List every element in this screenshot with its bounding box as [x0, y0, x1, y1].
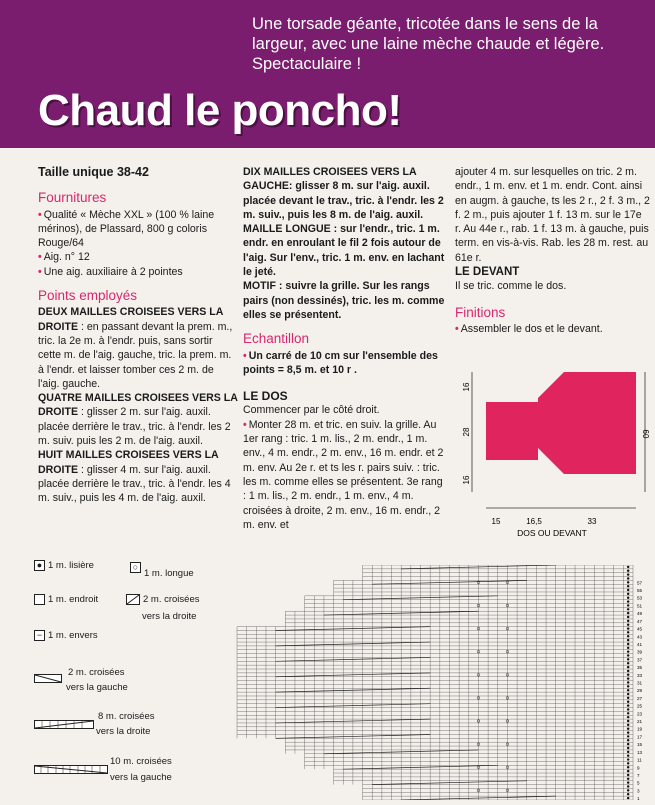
row-label: 39: [637, 649, 643, 655]
lisiere-stitch: [627, 647, 629, 649]
row-label: 11: [637, 757, 642, 763]
legend-label: vers la droite: [96, 726, 151, 737]
size-heading: Taille unique 38-42: [38, 165, 149, 179]
lisiere-stitch: [627, 747, 629, 749]
row-label: 29: [637, 688, 643, 694]
lisiere-stitch: [627, 643, 629, 645]
row-label: 7: [637, 772, 640, 778]
lisiere-stitch: [627, 631, 629, 633]
lisiere-stitch: [627, 612, 629, 614]
lisiere-stitch: [627, 654, 629, 656]
grid-cells: [237, 565, 633, 800]
lisiere-stitch: [627, 754, 629, 756]
legend-croisees-2-droite: [126, 594, 200, 605]
dim-bottom-3: 33: [587, 517, 597, 526]
poncho-schematic: [460, 362, 650, 540]
lisiere-stitch: [627, 674, 629, 676]
legend-label: 1 m. longue: [144, 568, 194, 579]
legend-label: vers la gauche: [110, 772, 172, 783]
lisiere-stitch: [627, 677, 629, 679]
dim-left-top: 16: [462, 382, 471, 392]
lisiere-stitch: [627, 658, 629, 660]
point-title: DIX MAILLES CROISEES VERS LA GAUCHE: [243, 166, 417, 193]
devant-text: Il se tric. comme le dos.: [455, 280, 567, 293]
fourniture-item: • Une aig. auxiliaire à 2 pointes: [38, 265, 238, 279]
lisiere-stitch: [627, 608, 629, 610]
dos-text: • Monter 28 m. et tric. en suiv. la grille. Au 1er rang : tric. 1 m. lis., 2 m. endr., 1 m. env., 4 m. endr., 2 m. env., 16 m. endr. et 2 m. env. Au 2e r. et ts les r. pairs suiv. : tric. les m. comme elles se présentent. 3e rang : 1 m. lis., 2 m. endr., 1 m. env., 4 m. croisées à droite, 2 m. env., 16 m. endr., 2 m. env. et: [243, 418, 448, 532]
point-dix-mailles: [243, 165, 448, 222]
legend-label: vers la droite: [142, 611, 197, 622]
lisiere-stitch: [627, 623, 629, 625]
row-label: 53: [637, 595, 643, 601]
row-label: 1: [637, 796, 640, 800]
lisiere-stitch: [627, 670, 629, 672]
fournitures-heading: Fournitures: [38, 190, 107, 206]
legend-longue: [130, 562, 194, 579]
lisiere-stitch: [627, 751, 629, 753]
echantillon-text: • Un carré de 10 cm sur l'ensemble des points = 8,5 m. et 10 r .: [243, 349, 448, 378]
point-text: : suivre la grille. Sur les rangs pairs (non dessinés), tric. les m. comme elles se présentent.: [243, 280, 445, 321]
lisiere-stitch: [627, 581, 629, 583]
point-quatre-mailles: [38, 391, 238, 448]
cross-left-2-icon: [34, 674, 62, 683]
finitions-heading: Finitions: [455, 304, 506, 320]
row-label: 43: [637, 634, 643, 640]
header-banner: [0, 0, 655, 148]
longue-symbol-icon: ○: [130, 562, 141, 573]
lisiere-stitch: [627, 662, 629, 664]
lisiere-stitch: [627, 577, 629, 579]
endroit-symbol-icon: [34, 594, 45, 605]
lisiere-stitch: [627, 685, 629, 687]
row-label: 25: [637, 703, 643, 709]
row-label: 9: [637, 765, 640, 771]
lisiere-stitch: [627, 573, 629, 575]
lisiere-stitch: [627, 712, 629, 714]
lisiere-stitch: [627, 600, 629, 602]
lisiere-stitch: [627, 597, 629, 599]
subtitle: Une torsade géante, tricotée dans le sens de la largeur, avec une laine mèche chaude et légère. Spectaculaire !: [252, 15, 605, 73]
legend-lisiere: [34, 560, 94, 571]
point-deux-mailles: [38, 305, 238, 391]
dos-continued: ajouter 4 m. sur lesquelles on tric. 2 m. endr., 1 m. env. et 1 m. endr. Cont. ainsi en augm. à gauche, ts les 2 r., 2 f. 3 m., 2 f. 2 m., puis ajouter 1 f. 13 m. sur le 17e r. Au 44e r., rab. 1 f. 13 m. à gauche, puis term. en vis-à-vis. Rab. les 28 m. rest. au 61e r.: [455, 166, 650, 264]
lisiere-stitch: [627, 758, 629, 760]
lisiere-stitch: [627, 724, 629, 726]
row-label: 19: [637, 726, 643, 732]
column-3: [455, 165, 650, 336]
lisiere-stitch: [627, 693, 629, 695]
lisiere-stitch: [627, 666, 629, 668]
row-label: 15: [637, 742, 643, 748]
point-text: : sur l'endr., tric. 1 m. endr. en enroulant le fil 2 fois autour de l'aig. Sur l'env., tric. 1 m. env. en lachant le jeté.: [243, 223, 445, 279]
knitting-chart: [235, 565, 655, 800]
row-label: 27: [637, 695, 643, 701]
row-label: 23: [637, 711, 643, 717]
lisiere-stitch: [627, 570, 629, 572]
grid-lines: [237, 565, 633, 800]
point-text: : glisser 4 m. sur l'aig. auxil. placée derrière le trav., tric. à l'endr. les 4 m. suiv., puis les 4 m. de l'aig. auxil.: [38, 463, 231, 505]
row-label: 57: [637, 580, 643, 586]
row-label: 17: [637, 734, 643, 740]
row-label: 5: [637, 780, 640, 786]
legend-envers: [34, 630, 98, 641]
lisiere-stitch: [627, 620, 629, 622]
row-label: 35: [637, 665, 643, 671]
column-1: [38, 165, 238, 506]
lisiere-stitch: [627, 716, 629, 718]
lisiere-stitch: [627, 727, 629, 729]
lisiere-stitch: [627, 731, 629, 733]
dim-right: 60: [641, 429, 650, 439]
lisiere-stitch: [627, 781, 629, 783]
legend-endroit: [34, 594, 98, 605]
lisiere-stitch: [627, 701, 629, 703]
devant-heading: LE DEVANT: [455, 266, 520, 279]
row-label: 37: [637, 657, 643, 663]
point-huit-mailles: [38, 448, 238, 505]
legend-label: 2 m. croisées: [143, 594, 200, 605]
lisiere-stitch: [627, 720, 629, 722]
lisiere-stitch: [627, 697, 629, 699]
row-label: 49: [637, 611, 643, 617]
row-label: 31: [637, 680, 643, 686]
lisiere-stitch: [627, 704, 629, 706]
dos-intro: Commencer par le côté droit.: [243, 404, 380, 417]
lisiere-stitch: [627, 778, 629, 780]
dim-bottom-2: 16,5: [526, 517, 542, 526]
lisiere-stitch: [627, 708, 629, 710]
lisiere-stitch: [627, 762, 629, 764]
point-text: : en passant devant la prem. m., tric. la 2e m. à l'endr. puis, sans sortir cette m. de l'aig. gauche, tric. la prem. m. à l'endr. et laisser tomber ces 2 m. de l'aig. gauche.: [38, 320, 233, 390]
lisiere-stitch: [627, 793, 629, 795]
lisiere-stitch: [627, 593, 629, 595]
lisiere-stitch: [627, 735, 629, 737]
lisiere-stitch: [627, 774, 629, 776]
lisiere-stitch: [627, 766, 629, 768]
lisiere-stitch: [627, 789, 629, 791]
cross-right-8-icon: [34, 720, 94, 729]
lisiere-stitch: [627, 635, 629, 637]
page-title: Chaud le poncho!: [38, 86, 402, 135]
lisiere-stitch: [627, 797, 629, 799]
column-2: [243, 165, 448, 532]
legend-label: 10 m. croisées: [110, 756, 172, 767]
lisiere-stitch: [627, 566, 629, 568]
cross-right-icon: [126, 594, 140, 605]
legend-label: 1 m. envers: [48, 630, 98, 641]
row-label: 45: [637, 626, 643, 632]
legend-label: 1 m. lisière: [48, 560, 94, 571]
fourniture-item: • Qualité « Mèche XXL » (100 % laine mérinos), de Plassard, 800 g coloris Rouge/64: [38, 208, 238, 251]
schematic-caption: DOS OU DEVANT: [517, 528, 587, 538]
lisiere-stitch: [627, 639, 629, 641]
point-title: DEUX MAILLES CROISEES VERS LA DROITE: [38, 306, 224, 333]
envers-symbol-icon: −: [34, 630, 45, 641]
point-maille-longue: [243, 222, 448, 279]
dim-bottom-1: 15: [491, 517, 501, 526]
row-label: 33: [637, 672, 643, 678]
chart-legend: [30, 560, 230, 800]
echantillon-heading: Echantillon: [243, 331, 310, 347]
lisiere-stitch: [627, 627, 629, 629]
dim-left-mid: 28: [462, 427, 471, 437]
point-text: : glisser 8 m. sur l'aig. auxil. placée devant le trav., tric. à l'endr. les 2 m. suiv., puis les 8 m. de l'aig. auxil.: [243, 180, 444, 221]
lisiere-stitch: [627, 681, 629, 683]
cross-left-10-icon: [34, 765, 108, 774]
legend-label: 8 m. croisées: [98, 711, 155, 722]
row-label: 47: [637, 618, 643, 624]
row-label: 13: [637, 749, 643, 755]
lisiere-stitch: [627, 585, 629, 587]
point-text: : glisser 2 m. sur l'aig. auxil. placée derrière le trav., tric. à l'endr. les 2 m. suiv. puis les 2 m. de l'aig. auxil.: [38, 406, 231, 448]
fourniture-item: • Aig. n° 12: [38, 250, 238, 264]
legend-label: vers la gauche: [66, 682, 128, 693]
finitions-text: • Assembler le dos et le devant.: [455, 322, 650, 336]
dos-heading: LE DOS: [243, 389, 288, 404]
row-label: 41: [637, 641, 643, 647]
lisiere-stitch: [627, 616, 629, 618]
point-title: MAILLE LONGUE: [243, 223, 331, 236]
row-label: 3: [637, 788, 640, 794]
lisiere-stitch: [627, 785, 629, 787]
lisiere-stitch: [627, 604, 629, 606]
poncho-shape: [486, 372, 636, 474]
row-label: 21: [637, 719, 643, 725]
lisiere-symbol-icon: ●: [34, 560, 45, 571]
lisiere-stitch: [627, 650, 629, 652]
points-heading: Points employés: [38, 288, 138, 304]
lisiere-stitch: [627, 743, 629, 745]
legend-label: 1 m. endroit: [48, 594, 99, 605]
lisiere-stitch: [627, 739, 629, 741]
row-label: 55: [637, 588, 643, 594]
lisiere-stitch: [627, 770, 629, 772]
lisiere-stitch: [627, 589, 629, 591]
point-title: QUATRE MAILLES CROISEES VERS LA DROITE: [38, 392, 238, 419]
row-label: 51: [637, 603, 643, 609]
point-title: HUIT MAILLES CROISEES VERS LA DROITE: [38, 449, 219, 476]
lisiere-stitch: [627, 689, 629, 691]
legend-label: 2 m. croisées: [68, 667, 125, 678]
point-title: MOTIF: [243, 280, 276, 293]
dim-left-bottom: 16: [462, 475, 471, 485]
point-motif: [243, 279, 448, 322]
